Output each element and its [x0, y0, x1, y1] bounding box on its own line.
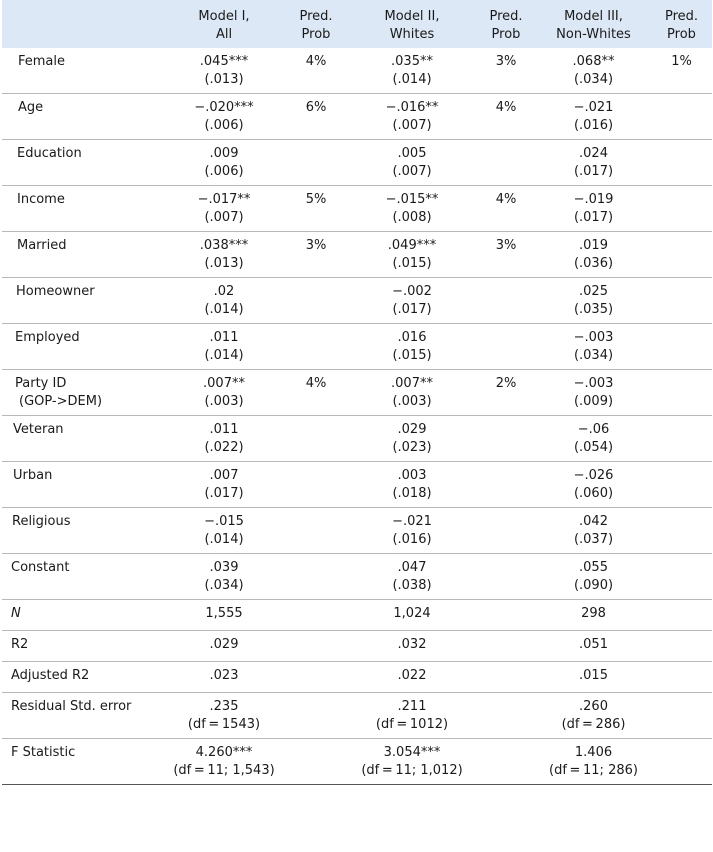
cell-pred-prob-1 — [284, 324, 348, 370]
cell-pred-prob-2 — [476, 416, 536, 462]
table-row-n — [2, 600, 712, 631]
cell-model-1: −.020*** (.006) — [164, 94, 284, 140]
header-model-1: Model I, All — [164, 0, 284, 48]
row-label: Married — [2, 232, 164, 278]
cell-pred-prob-2: 2% — [476, 370, 536, 416]
cell-pred-prob-2: 3% — [476, 232, 536, 278]
cell-model-1: .011 (.022) — [164, 416, 284, 462]
cell-r2-m3: .051 — [536, 631, 651, 662]
cell-n-m3: 298 — [536, 600, 651, 631]
cell-pred-prob-3 — [651, 186, 712, 232]
row-label: Education — [2, 140, 164, 186]
table-row-adjusted-r2 — [2, 662, 712, 693]
cell-model-1: .045*** (.013) — [164, 48, 284, 94]
row-label: Religious — [2, 508, 164, 554]
cell-pred-prob-1 — [284, 416, 348, 462]
table-row — [2, 462, 712, 508]
table-row — [2, 232, 712, 278]
cell-model-2: −.002 (.017) — [348, 278, 476, 324]
table-row — [2, 416, 712, 462]
table-row — [2, 48, 712, 94]
cell-model-2: −.021 (.016) — [348, 508, 476, 554]
cell-pred-prob-1 — [284, 508, 348, 554]
row-label: R2 — [2, 631, 164, 662]
cell-pred-prob-3 — [651, 278, 712, 324]
table-row — [2, 186, 712, 232]
cell-model-1: −.015 (.014) — [164, 508, 284, 554]
header-blank — [2, 0, 164, 48]
cell-f-m3: 1.406 (df = 11; 286) — [536, 739, 651, 785]
cell-pred-prob-3 — [651, 462, 712, 508]
cell-model-2: −.016** (.007) — [348, 94, 476, 140]
row-label: N — [11, 606, 21, 621]
row-label: Income — [2, 186, 164, 232]
cell-pred-prob-1 — [284, 554, 348, 600]
cell-model-2: −.015** (.008) — [348, 186, 476, 232]
cell-model-2: .047 (.038) — [348, 554, 476, 600]
cell-pred-prob-2 — [476, 278, 536, 324]
cell-pred-prob-1: 3% — [284, 232, 348, 278]
cell-model-3: −.06 (.054) — [536, 416, 651, 462]
cell-model-2: .005 (.007) — [348, 140, 476, 186]
cell-model-1: .007 (.017) — [164, 462, 284, 508]
cell-pred-prob-1: 4% — [284, 370, 348, 416]
cell-pred-prob-2 — [476, 140, 536, 186]
table-row-r2 — [2, 631, 712, 662]
cell-pred-prob-2: 4% — [476, 186, 536, 232]
cell-model-3: −.003 (.034) — [536, 324, 651, 370]
cell-n-m2: 1,024 — [348, 600, 476, 631]
table-header — [2, 0, 712, 48]
table-row — [2, 508, 712, 554]
header-model-3: Model III, Non-Whites — [536, 0, 651, 48]
cell-adjr2-m3: .015 — [536, 662, 651, 693]
cell-adjr2-m1: .023 — [164, 662, 284, 693]
cell-pred-prob-2: 4% — [476, 94, 536, 140]
row-label: Homeowner — [2, 278, 164, 324]
cell-model-3: −.026 (.060) — [536, 462, 651, 508]
cell-model-3: .019 (.036) — [536, 232, 651, 278]
header-pred-prob-1: Pred. Prob — [284, 0, 348, 48]
cell-pred-prob-3 — [651, 554, 712, 600]
cell-model-2: .035** (.014) — [348, 48, 476, 94]
cell-pred-prob-2 — [476, 324, 536, 370]
cell-model-2: .016 (.015) — [348, 324, 476, 370]
cell-rse-m3: .260 (df = 286) — [536, 693, 651, 739]
cell-pred-prob-1 — [284, 462, 348, 508]
cell-model-3: .055 (.090) — [536, 554, 651, 600]
cell-pred-prob-3 — [651, 370, 712, 416]
cell-model-1: .038*** (.013) — [164, 232, 284, 278]
cell-model-3: .024 (.017) — [536, 140, 651, 186]
cell-pred-prob-1: 4% — [284, 48, 348, 94]
cell-model-3: −.019 (.017) — [536, 186, 651, 232]
cell-model-1: .009 (.006) — [164, 140, 284, 186]
table-row — [2, 370, 712, 416]
row-label: Party ID (GOP->DEM) — [2, 370, 164, 416]
row-label: Adjusted R2 — [2, 662, 164, 693]
row-label: Female — [2, 48, 164, 94]
row-label: F Statistic — [2, 739, 164, 785]
cell-pred-prob-1: 6% — [284, 94, 348, 140]
cell-model-3: −.021 (.016) — [536, 94, 651, 140]
cell-model-2: .049*** (.015) — [348, 232, 476, 278]
cell-model-3: −.003 (.009) — [536, 370, 651, 416]
cell-model-3: .025 (.035) — [536, 278, 651, 324]
table-row-f-statistic — [2, 739, 712, 785]
cell-pred-prob-3 — [651, 140, 712, 186]
cell-f-m1: 4.260*** (df = 11; 1,543) — [164, 739, 284, 785]
cell-pred-prob-1 — [284, 278, 348, 324]
header-pred-prob-3: Pred. Prob — [651, 0, 712, 48]
table-row — [2, 94, 712, 140]
table-row — [2, 278, 712, 324]
cell-pred-prob-1: 5% — [284, 186, 348, 232]
row-label: Constant — [2, 554, 164, 600]
cell-r2-m2: .032 — [348, 631, 476, 662]
cell-r2-m1: .029 — [164, 631, 284, 662]
cell-rse-m2: .211 (df = 1012) — [348, 693, 476, 739]
cell-model-1: .039 (.034) — [164, 554, 284, 600]
table-row — [2, 140, 712, 186]
row-label: Veteran — [2, 416, 164, 462]
cell-pred-prob-3 — [651, 94, 712, 140]
cell-pred-prob-2 — [476, 554, 536, 600]
cell-model-2: .003 (.018) — [348, 462, 476, 508]
row-label: Urban — [2, 462, 164, 508]
cell-pred-prob-2 — [476, 508, 536, 554]
cell-model-1: .02 (.014) — [164, 278, 284, 324]
cell-pred-prob-3 — [651, 232, 712, 278]
header-model-2: Model II, Whites — [348, 0, 476, 48]
cell-model-2: .007** (.003) — [348, 370, 476, 416]
table-body — [2, 48, 712, 785]
cell-pred-prob-3 — [651, 324, 712, 370]
cell-pred-prob-3: 1% — [651, 48, 712, 94]
cell-pred-prob-3 — [651, 416, 712, 462]
header-pred-prob-2: Pred. Prob — [476, 0, 536, 48]
cell-model-3: .042 (.037) — [536, 508, 651, 554]
row-label: Age — [2, 94, 164, 140]
row-label: Employed — [2, 324, 164, 370]
table-row-residual-std-error — [2, 693, 712, 739]
regression-table — [2, 0, 712, 785]
cell-n-m1: 1,555 — [164, 600, 284, 631]
row-label: Residual Std. error — [2, 693, 164, 739]
cell-model-3: .068** (.034) — [536, 48, 651, 94]
cell-adjr2-m2: .022 — [348, 662, 476, 693]
cell-rse-m1: .235 (df = 1543) — [164, 693, 284, 739]
cell-model-2: .029 (.023) — [348, 416, 476, 462]
cell-pred-prob-2 — [476, 462, 536, 508]
cell-pred-prob-2: 3% — [476, 48, 536, 94]
table-row — [2, 324, 712, 370]
cell-pred-prob-3 — [651, 508, 712, 554]
table-row — [2, 554, 712, 600]
cell-f-m2: 3.054*** (df = 11; 1,012) — [348, 739, 476, 785]
cell-pred-prob-1 — [284, 140, 348, 186]
cell-model-1: .011 (.014) — [164, 324, 284, 370]
cell-model-1: −.017** (.007) — [164, 186, 284, 232]
cell-model-1: .007** (.003) — [164, 370, 284, 416]
